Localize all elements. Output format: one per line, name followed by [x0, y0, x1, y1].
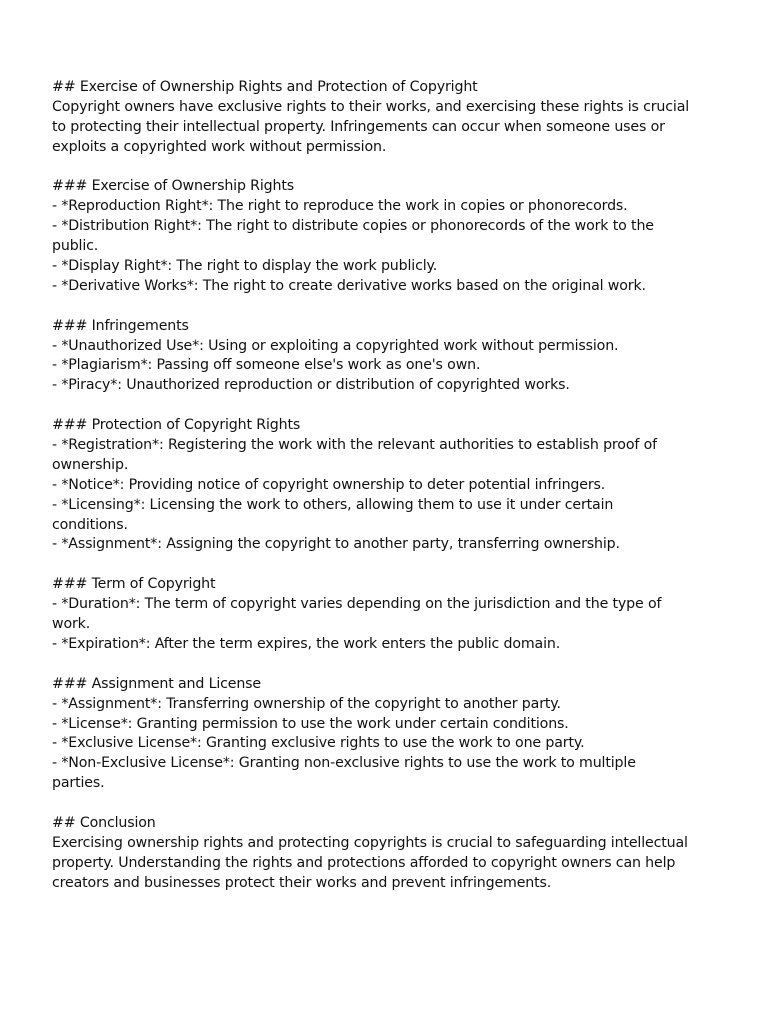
- section-heading-term: ### Term of Copyright: [52, 576, 216, 593]
- section-line: - *Display Right*: The right to display the work publicly.: [52, 258, 438, 275]
- spacer: [52, 655, 724, 675]
- conclusion-line: property. Understanding the rights and protections afforded to copyright owners can help: [52, 854, 676, 871]
- section-line: - *Notice*: Providing notice of copyright ownership to deter potential infringers.: [52, 476, 606, 493]
- section-line: - *Plagiarism*: Passing off someone else's work as one's own.: [52, 357, 481, 374]
- intro-line: to protecting their intellectual property. Infringements can occur when someone uses or: [52, 118, 665, 135]
- section-line: - *Licensing*: Licensing the work to others, allowing them to use it under certain: [52, 496, 614, 513]
- section-heading-infringements: ### Infringements: [52, 317, 189, 334]
- spacer: [52, 555, 724, 575]
- section-line: - *License*: Granting permission to use the work under certain conditions.: [52, 715, 569, 732]
- conclusion-line: Exercising ownership rights and protecting copyrights is crucial to safeguarding intellectual: [52, 834, 688, 851]
- intro-line: exploits a copyrighted work without permission.: [52, 138, 387, 155]
- section-heading-protection: ### Protection of Copyright Rights: [52, 417, 301, 434]
- section-line: - *Distribution Right*: The right to distribute copies or phonorecords of the work to the: [52, 218, 654, 235]
- section-line: public.: [52, 238, 99, 255]
- section-line: - *Expiration*: After the term expires, the work enters the public domain.: [52, 635, 561, 652]
- section-heading-ownership-rights: ### Exercise of Ownership Rights: [52, 178, 295, 195]
- section-line: - *Assignment*: Assigning the copyright to another party, transferring ownership.: [52, 536, 620, 553]
- section-line: - *Registration*: Registering the work with the relevant authorities to establish proof of: [52, 437, 657, 454]
- document-page: [52, 78, 724, 894]
- conclusion-heading: ## Conclusion: [52, 814, 156, 831]
- section-line: conditions.: [52, 516, 128, 533]
- section-line: - *Assignment*: Transferring ownership of the copyright to another party.: [52, 695, 561, 712]
- section-line: ownership.: [52, 456, 129, 473]
- intro-line: Copyright owners have exclusive rights to their works, and exercising these rights is crucial: [52, 98, 690, 115]
- spacer: [52, 794, 724, 814]
- section-line: parties.: [52, 775, 105, 792]
- spacer: [52, 396, 724, 416]
- section-line: - *Exclusive License*: Granting exclusive rights to use the work to one party.: [52, 735, 585, 752]
- conclusion-line: creators and businesses protect their works and prevent infringements.: [52, 874, 552, 891]
- section-line: - *Duration*: The term of copyright varies depending on the jurisdiction and the type of: [52, 596, 662, 613]
- section-heading-assignment-license: ### Assignment and License: [52, 675, 262, 692]
- spacer: [52, 297, 724, 317]
- section-line: - *Non-Exclusive License*: Granting non-exclusive rights to use the work to multiple: [52, 755, 636, 772]
- section-line: - *Piracy*: Unauthorized reproduction or distribution of copyrighted works.: [52, 377, 570, 394]
- section-line: - *Reproduction Right*: The right to reproduce the work in copies or phonorecords.: [52, 198, 628, 215]
- section-line: - *Unauthorized Use*: Using or exploiting a copyrighted work without permission.: [52, 337, 619, 354]
- section-line: - *Derivative Works*: The right to create derivative works based on the original work.: [52, 277, 646, 294]
- spacer: [52, 158, 724, 178]
- document-title: ## Exercise of Ownership Rights and Protection of Copyright: [52, 79, 478, 95]
- section-line: work.: [52, 616, 91, 633]
